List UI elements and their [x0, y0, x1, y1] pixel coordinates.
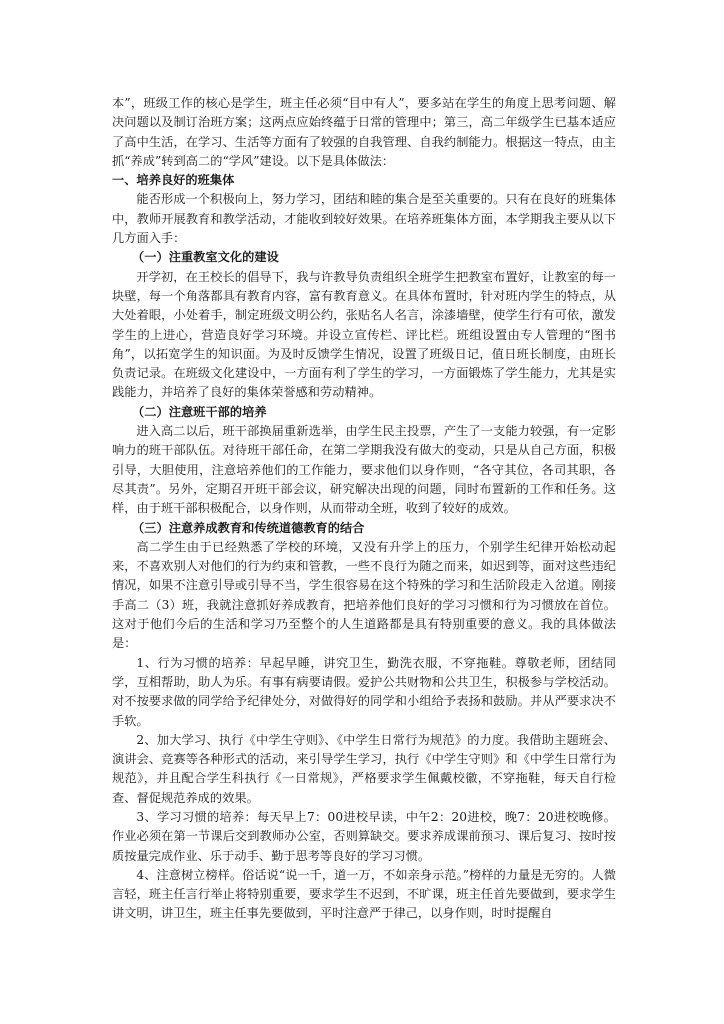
habit-education-paragraph: 高二学生由于已经熟悉了学校的环境，又没有升学上的压力，个别学生纪律开始松动起来，不喜欢别人对他们的行为约束和管教，一些不良行为随之而来，如迟到等，面对这些违纪情况，如果不注意引导或引导不当，学生很容易在这个特殊的学习和生活阶段走入岔道。刚接手高二（3）班，我就注意抓好养成教育，把培养他们良好的学习习惯和行为习惯放在首位。这对于他们今后的生活和学习乃至整个的人生道路都是具有特别重要的意义。我的具体做法是： [112, 539, 616, 651]
subheading-habit-education: （三）注意养成教育和传统道德教育的结合 [132, 520, 365, 535]
classroom-culture-paragraph: 开学初，在王校长的倡导下，我与许教导负责组织全班学生把教室布置好，让教室的每一块壁，每一个角落都具有教育内容，富有教育意义。在具体布置时，针对班内学生的特点，从大处着眼，小处着手，制定班级文明公约，张贴名人名言，涂漆墙壁，使学生行有可依，激发学生的上进心，营造良好学习环境。并设立宣传栏、评比栏。班组设置由专人管理的“图书角”，以拓宽学生的知识面。为及时反馈学生情况，设置了班级日记，值日班长制度，由班长负责记录。在班级文化建设中，一方面有利了学生的学习，一方面锻炼了学生能力，尤其是实践能力，并培养了良好的集体荣誉感和劳动精神。 [112, 269, 616, 400]
list-item-study-habits: 3、学习习惯的培养：每天早上7：00进校早读，中午2：20进校，晚7：20进校晚修。作业必须在第一节课后交到教师办公室，否则算缺交。要求养成课前预习、课后复习、按时按质按量完成作业、乐于动手、勤于思考等良好的学习习惯。 [112, 809, 616, 863]
list-item-role-model: 4、注意树立榜样。俗话说“说一千，道一万，不如亲身示范。”榜样的力量是无穷的。人微言轻，班主任言行举止将特别重要，要求学生不迟到，不旷课，班主任首先要做到，要求学生讲文明，讲卫生，班主任事先要做到，平时注意严于律己，以身作则，时时提醒自 [112, 867, 616, 921]
document-page [112, 94, 616, 924]
list-item-behavior-habits: 1、行为习惯的培养：早起早睡，讲究卫生，勤洗衣服，不穿拖鞋。尊敬老师，团结同学，互相帮助，助人为乐。有事有病要请假。爱护公共财物和公共卫生，积极参与学校活动。对不按要求做的同学给予纪律处分，对做得好的同学和小组给予表扬和鼓励。并从严要求决不手软。 [112, 655, 616, 728]
list-item-rules-execution: 2、加大学习、执行《中学生守则》、《中学生日常行为规范》的力度。我借助主题班会、演讲会、竞赛等各种形式的活动，来引导学生学习，执行《中学生守则》和《中学生日常行为规范》，并且配合学生科执行《一日常规》，严格要求学生佩戴校徽，不穿拖鞋，每天自行检查、督促规范养成的效果。 [112, 732, 616, 805]
subheading-classroom-culture: （一）注重教室文化的建设 [132, 250, 279, 265]
section-heading-class-collective: 一、培养良好的班集体 [112, 173, 235, 188]
intro-paragraph: 本”，班级工作的核心是学生，班主任必须“目中有人”，要多站在学生的角度上思考问题、解决问题以及制订治班方案；这两点应始终蕴于日常的管理中；第三，高二年级学生已基本适应了高中生活，在学习、生活等方面有了较强的自我管理、自我约制能力。根据这一特点，由主抓“养成”转到高二的“学风”建设。以下是具体做法： [112, 96, 616, 168]
subheading-class-cadre: （二）注意班干部的培养 [132, 404, 267, 419]
class-cadre-paragraph: 进入高二以后，班干部换届重新选举，由学生民主投票，产生了一支能力较强，有一定影响力的班干部队伍。对待班干部任命，在第二学期我没有做大的变动，只是从自己方面，积极引导，大胆使用，注意培养他们的工作能力，要求他们以身作则，“各守其位，各司其职，各尽其责”。另外，定期召开班干部会议，研究解决出现的问题，同时布置新的工作和任务。这样，由于班干部积极配合，以身作则，从而带动全班，收到了较好的成效。 [112, 424, 616, 516]
section1-paragraph: 能否形成一个积极向上，努力学习，团结和睦的集合是至关重要的。只有在良好的班集体中，教师开展教育和教学活动，才能收到较好效果。在培养班集体方面，本学期我主要从以下几方面入手： [112, 192, 616, 246]
